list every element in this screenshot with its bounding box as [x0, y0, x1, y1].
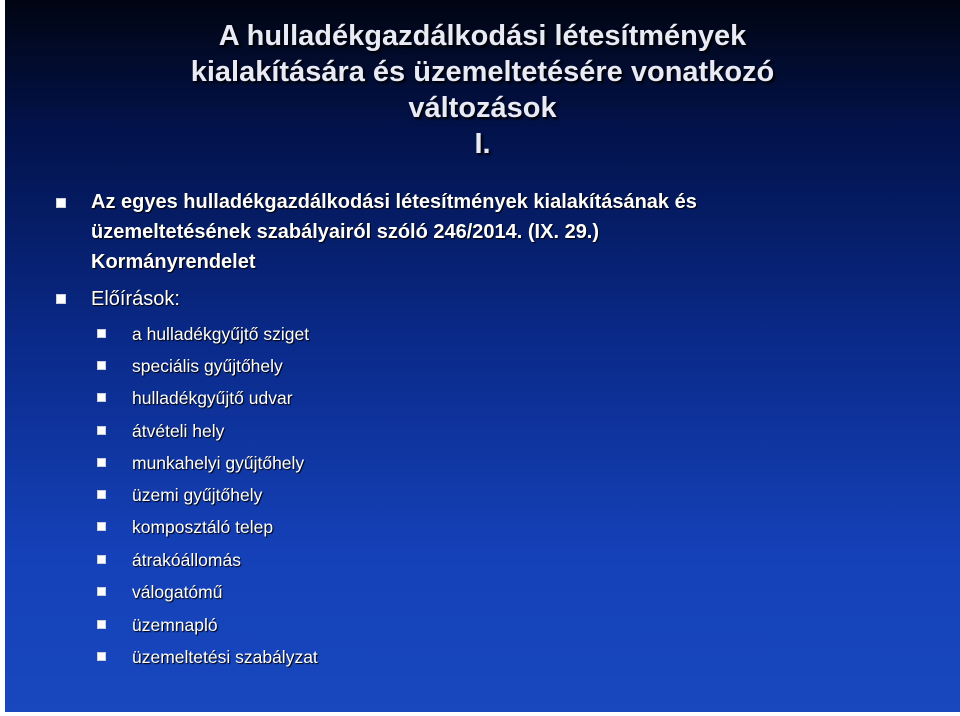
- square-bullet-icon: [97, 458, 106, 467]
- square-bullet-icon: [97, 555, 106, 564]
- slide: [5, 0, 960, 712]
- list-item-text: átrakóállomás: [132, 550, 241, 570]
- list-item-text: hulladékgyűjtő udvar: [132, 388, 293, 408]
- slide-title: [5, 18, 960, 162]
- square-bullet-icon: [97, 620, 106, 629]
- square-bullet-icon: [97, 652, 106, 661]
- square-bullet-icon: [56, 294, 66, 304]
- list-item-text: a hulladékgyűjtő sziget: [132, 324, 310, 344]
- square-bullet-icon: [97, 490, 106, 499]
- title-line: kialakítására és üzemeltetésére vonatkozó: [190, 56, 775, 88]
- intro-line: üzemeltetésének szabályairól szóló 246/2014. (IX. 29.): [91, 221, 600, 243]
- list-item-text: munkahelyi gyűjtőhely: [132, 453, 305, 473]
- square-bullet-icon: [97, 522, 106, 531]
- square-bullet-icon: [56, 198, 66, 208]
- list-item-text: komposztáló telep: [132, 517, 274, 537]
- list-item-text: átvételi hely: [132, 421, 225, 441]
- title-line: I.: [474, 128, 491, 160]
- requirements-label: Előírások:: [91, 288, 180, 310]
- square-bullet-icon: [97, 426, 106, 435]
- square-bullet-icon: [97, 393, 106, 402]
- square-bullet-icon: [97, 587, 106, 596]
- intro-line: Az egyes hulladékgazdálkodási létesítmények kialakításának és: [91, 191, 697, 213]
- intro-paragraph: [91, 187, 871, 277]
- title-line: változások: [408, 92, 557, 124]
- square-bullet-icon: [97, 329, 106, 338]
- title-line: A hulladékgazdálkodási létesítmények: [218, 20, 747, 52]
- square-bullet-icon: [97, 361, 106, 370]
- list-item-text: speciális gyűjtőhely: [132, 356, 283, 376]
- list-item-text: üzemi gyűjtőhely: [132, 485, 263, 505]
- list-item-text: üzemnapló: [132, 615, 218, 635]
- list-item-text: válogatómű: [132, 582, 223, 602]
- list-item-text: üzemeltetési szabályzat: [132, 647, 318, 667]
- intro-line: Kormányrendelet: [91, 251, 256, 273]
